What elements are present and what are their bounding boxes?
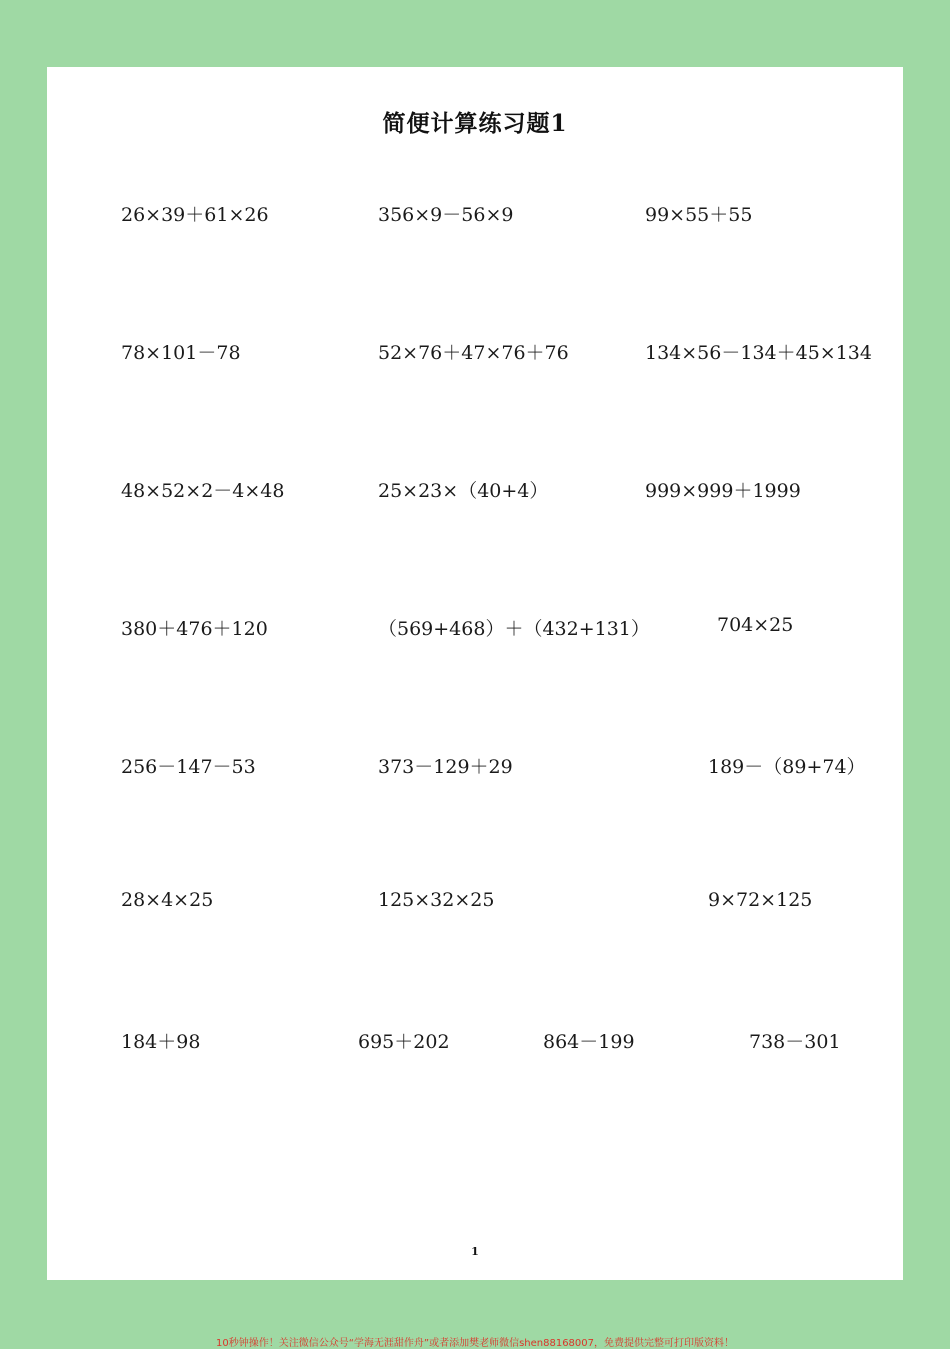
page-title: 简便计算练习题1 [382,110,568,137]
problem: 28×4×25 [121,889,214,911]
problem: 864－199 [543,1031,635,1053]
problem: 189－（89+74） [708,756,866,778]
problem: 99×55＋55 [645,204,753,226]
problem: 26×39＋61×26 [121,204,269,226]
problem: 380＋476＋120 [121,618,268,640]
problem: 256－147－53 [121,756,256,778]
problem: 184＋98 [121,1031,201,1053]
problem: 78×101－78 [121,342,241,364]
problem: 134×56－134＋45×134 [645,342,872,364]
worksheet-page [47,67,903,1280]
problem: 48×52×2－4×48 [121,480,285,502]
problem: 999×999＋1999 [645,480,801,502]
problem: 52×76＋47×76＋76 [378,342,569,364]
problem: 738－301 [749,1031,841,1053]
problem: 695＋202 [358,1031,450,1053]
problem: 25×23×（40+4） [378,480,549,502]
problem: 373－129＋29 [378,756,513,778]
page-number: 1 [471,1245,479,1258]
problem: 125×32×25 [378,889,495,911]
problem: （569+468）＋（432+131） [378,618,650,640]
problem: 9×72×125 [708,889,813,911]
problem: 356×9－56×9 [378,204,514,226]
problem: 704×25 [717,614,794,636]
footer-notice: 10秒钟操作！关注微信公众号“学海无涯甜作舟”或者添加樊老师微信shen88168007，免费提供完整可打印版资料！ [215,1338,735,1349]
